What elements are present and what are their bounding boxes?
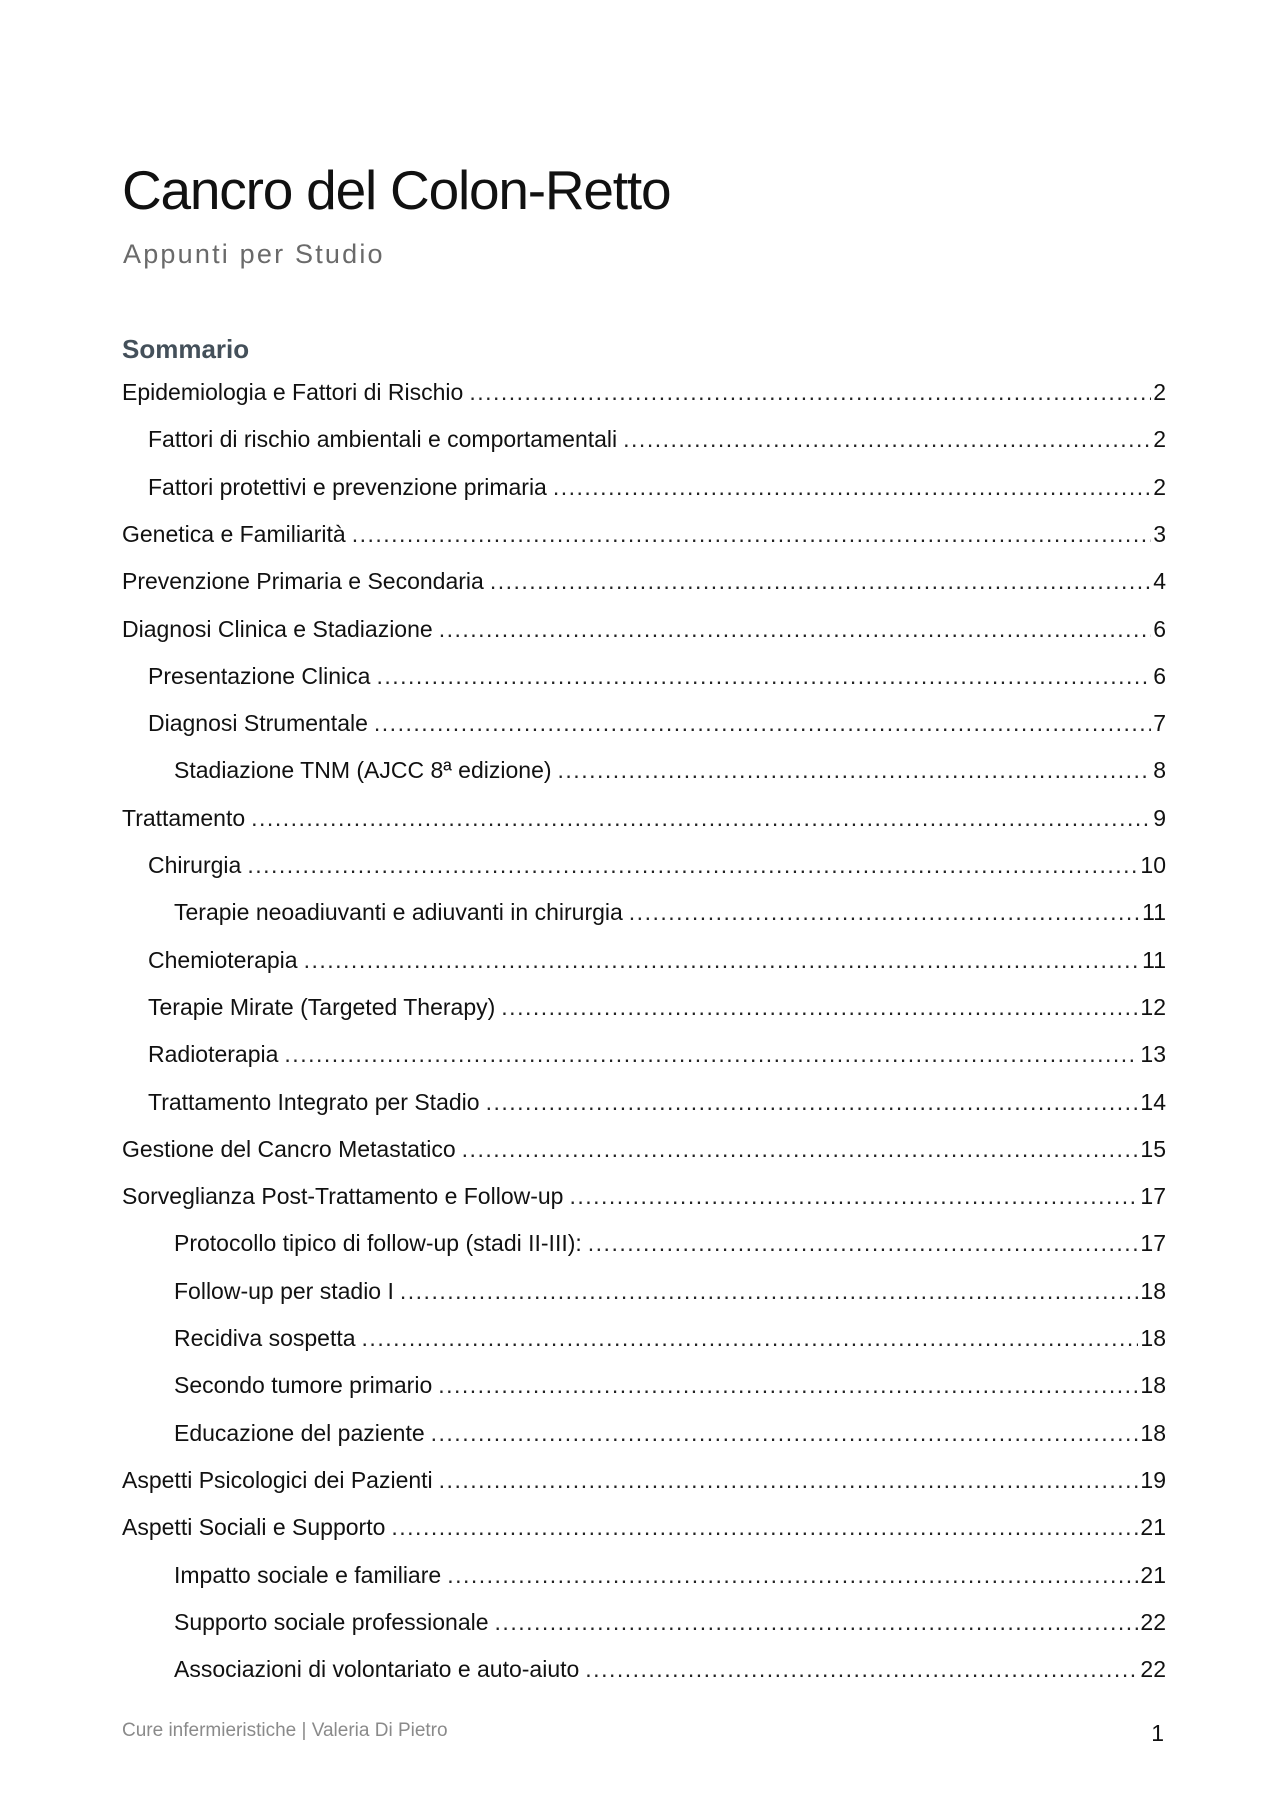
toc-entry-page: 18 [1140, 1420, 1166, 1446]
toc-entry-page: 17 [1140, 1230, 1166, 1256]
toc-entry-label: Prevenzione Primaria e Secondaria [122, 568, 484, 594]
toc-entry-label: Trattamento Integrato per Stadio [148, 1089, 480, 1115]
toc-heading: Sommario [122, 334, 250, 364]
toc-dot-leader [439, 1463, 1139, 1497]
toc-entry-label: Stadiazione TNM (AJCC 8ª edizione) [174, 757, 552, 783]
toc-entry[interactable] [174, 1226, 1166, 1260]
toc-entry-label: Aspetti Psicologici dei Pazienti [122, 1467, 433, 1493]
toc-entry[interactable] [148, 706, 1166, 740]
toc-entry[interactable] [122, 1463, 1166, 1497]
toc-dot-leader [553, 470, 1151, 504]
toc-dot-leader [469, 375, 1151, 409]
toc-dot-leader [623, 422, 1151, 456]
toc-entry[interactable] [174, 1321, 1166, 1355]
toc-dot-leader [558, 753, 1152, 787]
toc-entry[interactable] [174, 1416, 1166, 1450]
toc-entry-label: Follow-up per stadio I [174, 1278, 394, 1304]
toc-dot-leader [374, 706, 1151, 740]
toc-entry-page: 19 [1140, 1467, 1166, 1493]
toc-entry-page: 6 [1153, 616, 1166, 642]
toc-entry-page: 22 [1140, 1609, 1166, 1635]
toc-entry[interactable] [122, 1179, 1166, 1213]
toc-entry-label: Chemioterapia [148, 947, 298, 973]
toc-dot-leader [376, 659, 1151, 693]
toc-entry-page: 17 [1140, 1183, 1166, 1209]
toc-entry-label: Radioterapia [148, 1041, 279, 1067]
toc-entry-page: 12 [1140, 994, 1166, 1020]
toc-entry-label: Protocollo tipico di follow-up (stadi II-III): [174, 1230, 582, 1256]
toc-entry[interactable] [174, 1274, 1166, 1308]
toc-entry-label: Recidiva sospetta [174, 1325, 356, 1351]
toc-entry[interactable] [122, 801, 1166, 835]
toc-entry-page: 18 [1140, 1325, 1166, 1351]
toc-dot-leader [352, 517, 1152, 551]
toc-entry-page: 22 [1140, 1656, 1166, 1682]
toc-entry[interactable] [122, 1132, 1166, 1166]
toc-entry-label: Secondo tumore primario [174, 1372, 433, 1398]
toc-dot-leader [569, 1179, 1138, 1213]
toc-entry-page: 11 [1142, 947, 1166, 973]
toc-entry[interactable] [174, 1652, 1166, 1686]
toc-entry-label: Gestione del Cancro Metastatico [122, 1136, 456, 1162]
toc-dot-leader [629, 895, 1140, 929]
toc-dot-leader [585, 1652, 1138, 1686]
toc-dot-leader [439, 612, 1152, 646]
toc-entry-label: Epidemiologia e Fattori di Rischio [122, 379, 464, 405]
footer-author: Cure infermieristiche | Valeria Di Pietro [122, 1720, 448, 1741]
toc-entry-page: 18 [1140, 1372, 1166, 1398]
toc-entry-label: Trattamento [122, 805, 246, 831]
toc-entry-page: 15 [1140, 1136, 1166, 1162]
toc-entry-label: Educazione del paziente [174, 1420, 425, 1446]
toc-entry[interactable] [174, 1368, 1166, 1402]
toc-entry[interactable] [148, 1085, 1166, 1119]
toc-entry[interactable] [148, 990, 1166, 1024]
toc-entry-page: 2 [1153, 474, 1166, 500]
toc-entry[interactable] [174, 1605, 1166, 1639]
toc-entry-label: Genetica e Familiarità [122, 521, 346, 547]
toc-dot-leader [447, 1558, 1138, 1592]
toc-dot-leader [284, 1037, 1138, 1071]
toc-entry[interactable] [122, 517, 1166, 551]
toc-entry-page: 18 [1140, 1278, 1166, 1304]
toc-entry-page: 10 [1140, 852, 1166, 878]
toc-entry[interactable] [122, 375, 1166, 409]
toc-entry-label: Terapie Mirate (Targeted Therapy) [148, 994, 496, 1020]
toc-dot-leader [362, 1321, 1139, 1355]
toc-entry[interactable] [174, 895, 1166, 929]
toc-entry-page: 9 [1153, 805, 1166, 831]
toc-dot-leader [247, 848, 1138, 882]
toc-dot-leader [400, 1274, 1139, 1308]
toc-dot-leader [462, 1132, 1139, 1166]
toc-dot-leader [391, 1510, 1138, 1544]
toc-entry-label: Impatto sociale e familiare [174, 1562, 442, 1588]
toc-entry-label: Aspetti Sociali e Supporto [122, 1514, 386, 1540]
toc-dot-leader [501, 990, 1138, 1024]
toc-entry[interactable] [122, 1510, 1166, 1544]
toc-entry-page: 14 [1140, 1089, 1166, 1115]
toc-entry-label: Associazioni di volontariato e auto-aiuto [174, 1656, 580, 1682]
toc-entry-label: Terapie neoadiuvanti e adiuvanti in chirurgia [174, 899, 623, 925]
document-subtitle: Appunti per Studio [123, 239, 385, 269]
toc-entry-page: 4 [1153, 568, 1166, 594]
toc-dot-leader [304, 943, 1141, 977]
toc-entry[interactable] [148, 470, 1166, 504]
toc-entry-label: Fattori di rischio ambientali e comportamentali [148, 426, 618, 452]
toc-entry[interactable] [148, 422, 1166, 456]
toc-entry-page: 3 [1153, 521, 1166, 547]
toc-entry-page: 13 [1140, 1041, 1166, 1067]
toc-entry[interactable] [148, 943, 1166, 977]
toc-entry-label: Fattori protettivi e prevenzione primaria [148, 474, 547, 500]
toc-entry-page: 2 [1153, 426, 1166, 452]
toc-entry-page: 8 [1153, 757, 1166, 783]
toc-entry[interactable] [148, 848, 1166, 882]
document-title: Cancro del Colon-Retto [122, 159, 671, 221]
toc-entry-page: 2 [1153, 379, 1166, 405]
toc-entry-label: Diagnosi Clinica e Stadiazione [122, 616, 433, 642]
toc-entry-label: Presentazione Clinica [148, 663, 371, 689]
toc-entry-page: 6 [1153, 663, 1166, 689]
footer-page-number: 1 [1151, 1720, 1164, 1746]
toc-entry[interactable] [122, 612, 1166, 646]
toc-entry-page: 11 [1142, 899, 1166, 925]
toc-dot-leader [431, 1416, 1139, 1450]
toc-entry-label: Diagnosi Strumentale [148, 710, 368, 736]
toc-entry[interactable] [148, 659, 1166, 693]
toc-dot-leader [486, 1085, 1139, 1119]
toc-dot-leader [438, 1368, 1138, 1402]
toc-entry[interactable] [174, 753, 1166, 787]
toc-entry[interactable] [174, 1558, 1166, 1592]
toc-entry-label: Supporto sociale professionale [174, 1609, 489, 1635]
toc-entry-label: Chirurgia [148, 852, 242, 878]
toc-entry-page: 7 [1153, 710, 1166, 736]
toc-entry[interactable] [122, 564, 1166, 598]
toc-entry[interactable] [148, 1037, 1166, 1071]
toc-dot-leader [490, 564, 1151, 598]
toc-entry-page: 21 [1140, 1562, 1166, 1588]
toc-entry-page: 21 [1140, 1514, 1166, 1540]
toc-entry-label: Sorveglianza Post-Trattamento e Follow-up [122, 1183, 564, 1209]
toc-dot-leader [495, 1605, 1139, 1639]
toc-dot-leader [588, 1226, 1139, 1260]
toc-dot-leader [251, 801, 1151, 835]
